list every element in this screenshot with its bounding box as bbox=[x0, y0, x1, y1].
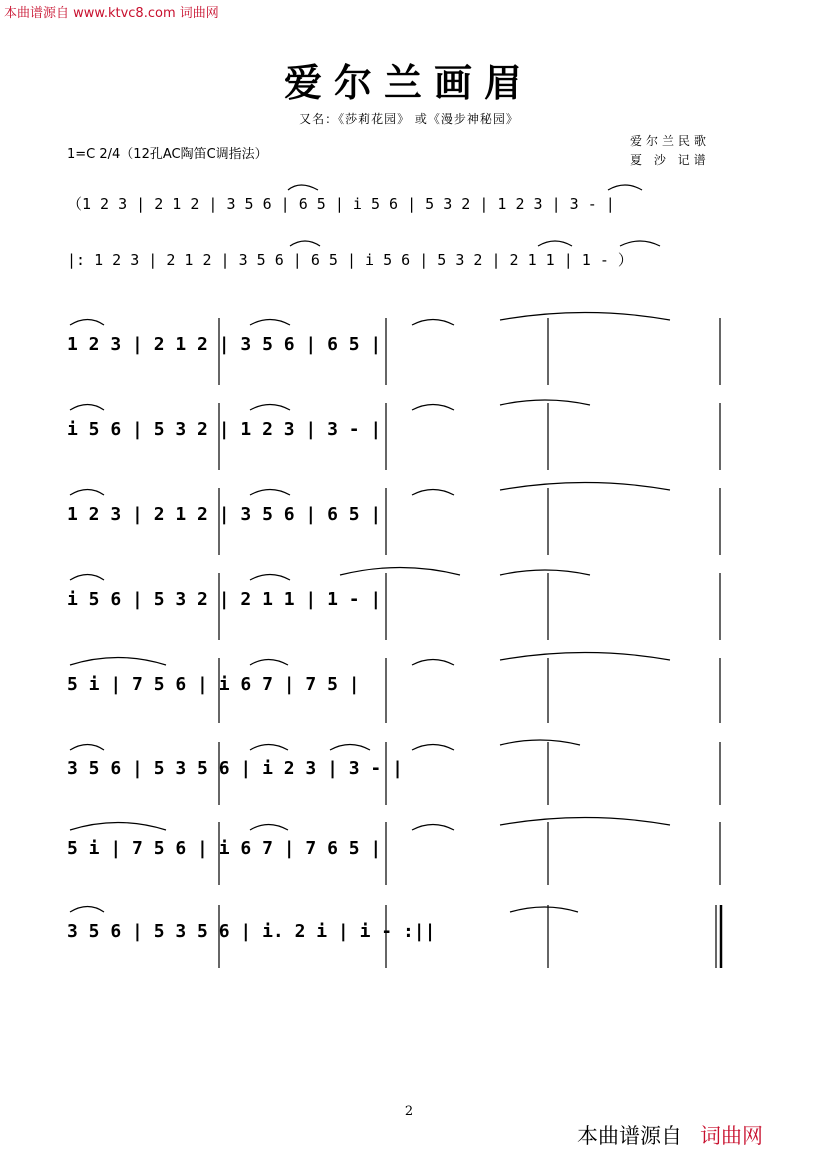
arranger-credit: 夏 沙 记谱 bbox=[630, 153, 710, 167]
tie-arc bbox=[500, 653, 670, 661]
score-line-6: i 5 6 | 5 3 2 | 2 1 1 | 1 - | bbox=[67, 589, 382, 610]
slur-arc bbox=[412, 320, 454, 326]
slur-arc bbox=[412, 825, 454, 831]
score-line-4: i 5 6 | 5 3 2 | 1 2 3 | 3 - | bbox=[67, 419, 382, 440]
slur-arc bbox=[70, 575, 104, 581]
score-line-8: 3 5 6 | 5 3 5 6 | i 2 3 | 3 - | bbox=[67, 758, 403, 779]
slur-arc bbox=[250, 490, 290, 496]
tie-arc bbox=[500, 400, 590, 405]
slur-arc bbox=[250, 320, 290, 326]
tie-arc bbox=[340, 568, 460, 576]
song-title: 爱尔兰画眉 bbox=[283, 60, 534, 105]
score-line-5: 1 2 3 | 2 1 2 | 3 5 6 | 6 5 | bbox=[67, 504, 382, 525]
tie-arc bbox=[500, 740, 580, 745]
watermark-bottom-right: 词曲网 bbox=[700, 1124, 763, 1148]
slur-arc bbox=[250, 745, 288, 751]
page-number: 2 bbox=[404, 1104, 414, 1119]
tie-arc bbox=[70, 823, 166, 831]
slur-arc bbox=[330, 745, 370, 751]
slur-arc bbox=[70, 490, 104, 496]
tie-arc bbox=[510, 907, 578, 912]
slur-arc bbox=[620, 241, 660, 246]
score-line-10: 3 5 6 | 5 3 5 6 | i. 2 i | i - :|| bbox=[67, 921, 436, 942]
slur-arc bbox=[250, 405, 290, 411]
slur-arc bbox=[70, 907, 104, 913]
tie-arc bbox=[70, 658, 166, 666]
tie-arc bbox=[500, 818, 670, 826]
watermark-bottom-left: 本曲谱源自 bbox=[577, 1124, 682, 1148]
slur-arc bbox=[70, 745, 104, 751]
tie-arc bbox=[500, 570, 590, 575]
tie-arc bbox=[500, 313, 670, 321]
slur-arc bbox=[290, 241, 320, 246]
slur-arc bbox=[288, 185, 318, 190]
score-line-intro-2: |: 1 2 3 | 2 1 2 | 3 5 6 | 6 5 | i 5 6 | 5 3 2 | 2 1 1 | 1 - ） bbox=[67, 251, 633, 269]
watermark-top: 本曲谱源自 www.ktvc8.com 词曲网 bbox=[4, 6, 219, 21]
tie-arc bbox=[500, 483, 670, 491]
origin-credit: 爱尔兰民歌 bbox=[630, 134, 711, 148]
slur-arc bbox=[608, 185, 642, 190]
score-line-9: 5 i | 7 5 6 | i 6 7 | 7 6 5 | bbox=[67, 838, 382, 859]
score-line-intro-1: （1 2 3 | 2 1 2 | 3 5 6 | 6 5 | i 5 6 | 5 3 2 | 1 2 3 | 3 - | bbox=[67, 195, 615, 213]
slur-arc bbox=[412, 660, 454, 666]
slur-arc bbox=[70, 320, 104, 326]
slur-arc bbox=[70, 405, 104, 411]
slur-arc bbox=[412, 405, 454, 411]
alternate-titles: 又名：《莎莉花园》 或《漫步神秘园》 bbox=[299, 112, 519, 126]
score-line-7: 5 i | 7 5 6 | i 6 7 | 7 5 | bbox=[67, 674, 360, 695]
score-line-3: 1 2 3 | 2 1 2 | 3 5 6 | 6 5 | bbox=[67, 334, 382, 355]
slur-arc bbox=[412, 745, 454, 751]
watermark-bottom bbox=[577, 1120, 763, 1150]
slur-arc bbox=[538, 241, 572, 246]
key-signature: 1=C 2/4（12孔AC陶笛C调指法） bbox=[67, 147, 268, 162]
slur-arc bbox=[412, 490, 454, 496]
slur-arc bbox=[250, 825, 288, 831]
slur-arc bbox=[250, 660, 288, 666]
slur-arc bbox=[250, 575, 290, 581]
